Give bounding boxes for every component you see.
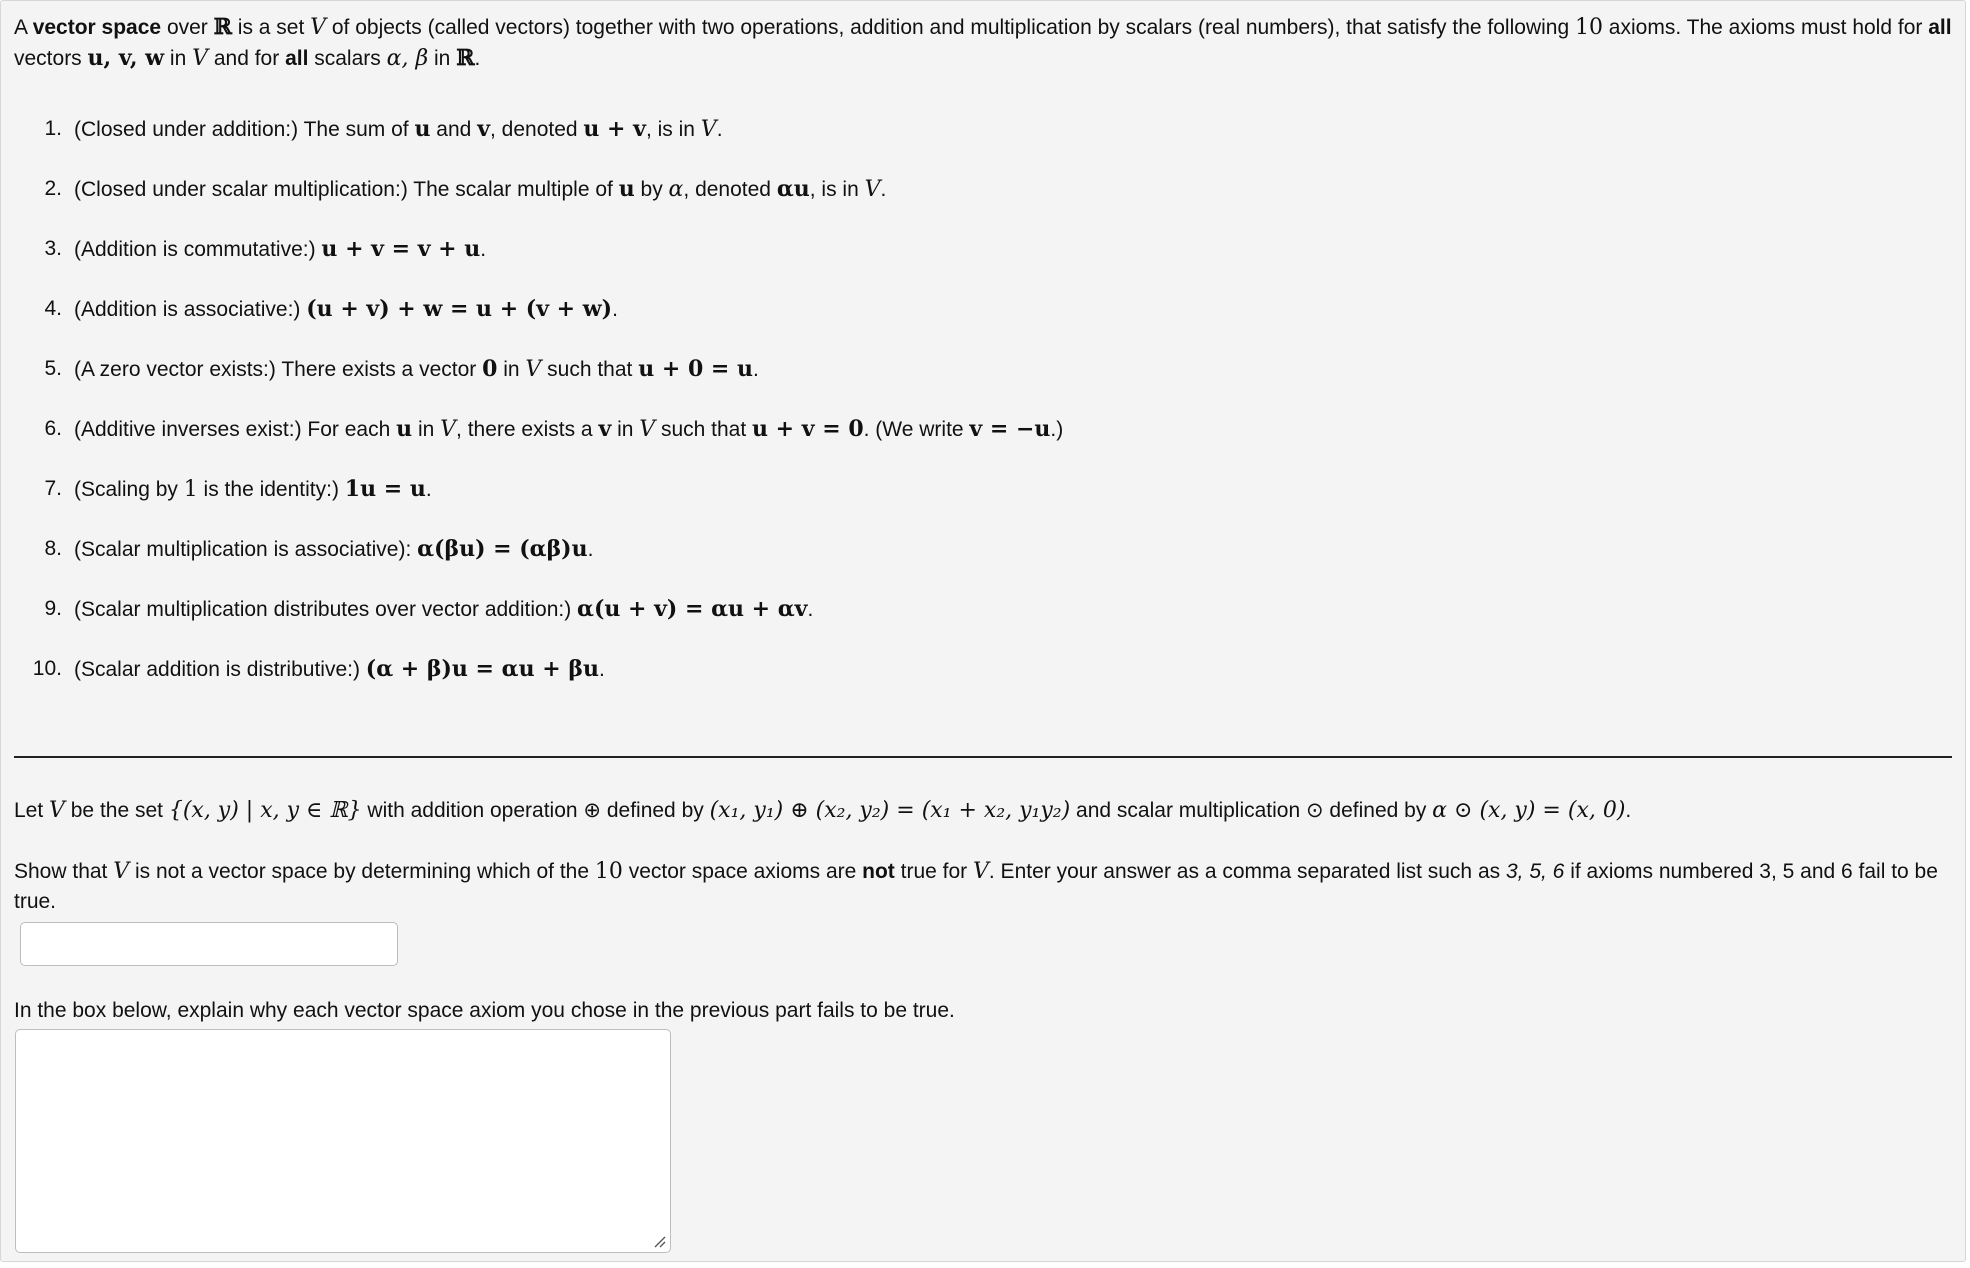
resize-grip-icon[interactable] [652, 1234, 666, 1248]
axiom-item-6: 6. (Additive inverses exist:) For each u in V, there exists a v in V such that u + v = 0. (We write v = −u.) [44, 416, 1064, 442]
explanation-textarea[interactable] [15, 1029, 671, 1253]
explanation-label: In the box below, explain why each vector space axiom you chose in the previous part fails to be true. [14, 999, 955, 1022]
example-answer: 3, 5, 6 [1505, 860, 1565, 883]
section-divider [14, 756, 1952, 758]
axiom-list [14, 114, 1954, 714]
axiom-item-1: 1. (Closed under addition:) The sum of u and v, denoted u + v, is in V. [44, 116, 723, 142]
axiom-item-4: 4. (Addition is associative:) (u + v) + w = u + (v + w). [44, 296, 618, 322]
axiom-item-9: 9. (Scalar multiplication distributes over vector addition:) α(u + v) = αu + αv. [44, 596, 814, 622]
axiom-item-10: 10. (Scalar addition is distributive:) (α + β)u = αu + βu. [32, 656, 605, 682]
question-content [14, 12, 1954, 714]
axiom-item-3: 3. (Addition is commutative:) u + v = v + u. [44, 236, 487, 262]
problem-instruction: Show that V is not a vector space by determining which of the 10 vector space axioms are not true for V. Enter your answer as a comma separated list such as 3, 5, 6 if axioms numbered 3, 5 and 6 fail to be true. [14, 859, 1938, 913]
axiom-item-2: 2. (Closed under scalar multiplication:) The scalar multiple of u by α, denoted αu, is in V. [44, 176, 887, 202]
problem-definition: Let V be the set {(x, y) | x, y ∈ ℝ} with addition operation ⊕ defined by (x₁, y₁) ⊕ (x₂, y₂) = (x₁ + x₂, y₁y₂) and scalar multiplication ⊙ defined by α ⊙ (x, y) = (x, 0). [14, 798, 1632, 823]
axiom-item-5: 5. (A zero vector exists:) There exists a vector 0 in V such that u + 0 = u. [44, 356, 759, 382]
term-vector-space: vector space [32, 16, 162, 39]
axiom-item-7: 7. (Scaling by 1 is the identity:) 1u = u. [44, 476, 432, 502]
problem-statement [14, 796, 1954, 917]
axiom-item-8: 8. (Scalar multiplication is associative): α(βu) = (αβ)u. [44, 536, 594, 562]
failed-axioms-input[interactable] [20, 922, 398, 966]
intro-paragraph: A vector space over ℝ is a set V of objects (called vectors) together with two operations, addition and multiplication by scalars (real numbers), that satisfy the following 10 axioms. The axioms must hold for all vectors u, v, w in V and for all scalars α, β in ℝ. [14, 14, 1952, 71]
